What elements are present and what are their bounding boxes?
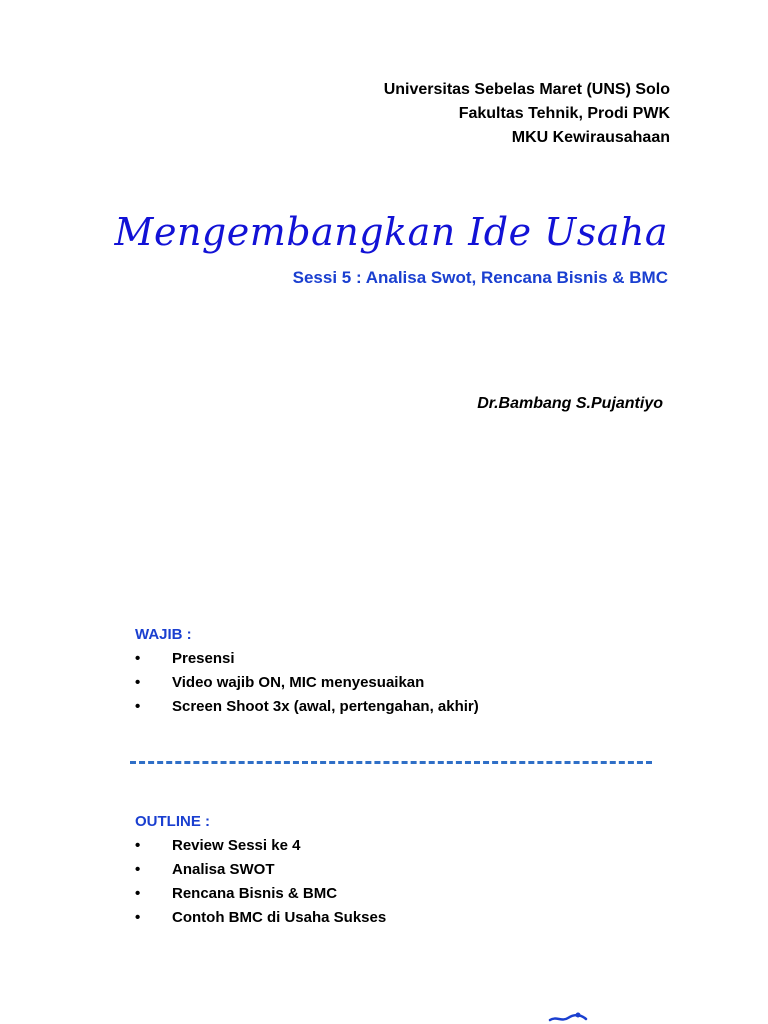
outline-list — [135, 834, 386, 930]
wajib-section — [135, 623, 479, 719]
list-item-text: Review Sessi ke 4 — [172, 837, 301, 854]
list-item-text: Rencana Bisnis & BMC — [172, 885, 338, 902]
list-item — [135, 882, 386, 906]
bullet-icon: • — [135, 885, 141, 902]
university-name: Universitas Sebelas Maret (UNS) Solo — [383, 81, 670, 98]
course-name: MKU Kewirausahaan — [511, 129, 670, 146]
bullet-icon: • — [135, 909, 141, 926]
bullet-icon: • — [135, 698, 141, 715]
list-item — [135, 695, 479, 719]
list-item-text: Presensi — [172, 650, 235, 667]
list-item-text: Screen Shoot 3x (awal, pertengahan, akhir) — [172, 698, 479, 715]
page-title: Mengembangkan Ide Usaha — [114, 210, 668, 254]
bullet-icon: • — [135, 861, 141, 878]
list-item — [135, 647, 479, 671]
wajib-heading: WAJIB : — [135, 626, 192, 643]
bullet-icon: • — [135, 674, 141, 691]
bullet-icon: • — [135, 837, 141, 854]
dashed-divider — [130, 761, 652, 764]
swimmer-doodle-icon — [548, 1010, 588, 1024]
outline-heading: OUTLINE : — [135, 813, 210, 830]
wajib-list — [135, 647, 479, 719]
list-item-text: Contoh BMC di Usaha Sukses — [172, 909, 387, 926]
session-subtitle: Sessi 5 : Analisa Swot, Rencana Bisnis & BMC — [292, 268, 668, 287]
list-item — [135, 906, 386, 930]
outline-section — [135, 810, 386, 930]
list-item-text: Analisa SWOT — [172, 861, 275, 878]
list-item — [135, 858, 386, 882]
list-item-text: Video wajib ON, MIC menyesuaikan — [172, 674, 425, 691]
author-name: Dr.Bambang S.Pujantiyo — [477, 395, 663, 412]
faculty-name: Fakultas Tehnik, Prodi PWK — [458, 105, 670, 122]
institution-header — [384, 78, 670, 150]
list-item — [135, 671, 479, 695]
list-item — [135, 834, 386, 858]
bullet-icon: • — [135, 650, 141, 667]
